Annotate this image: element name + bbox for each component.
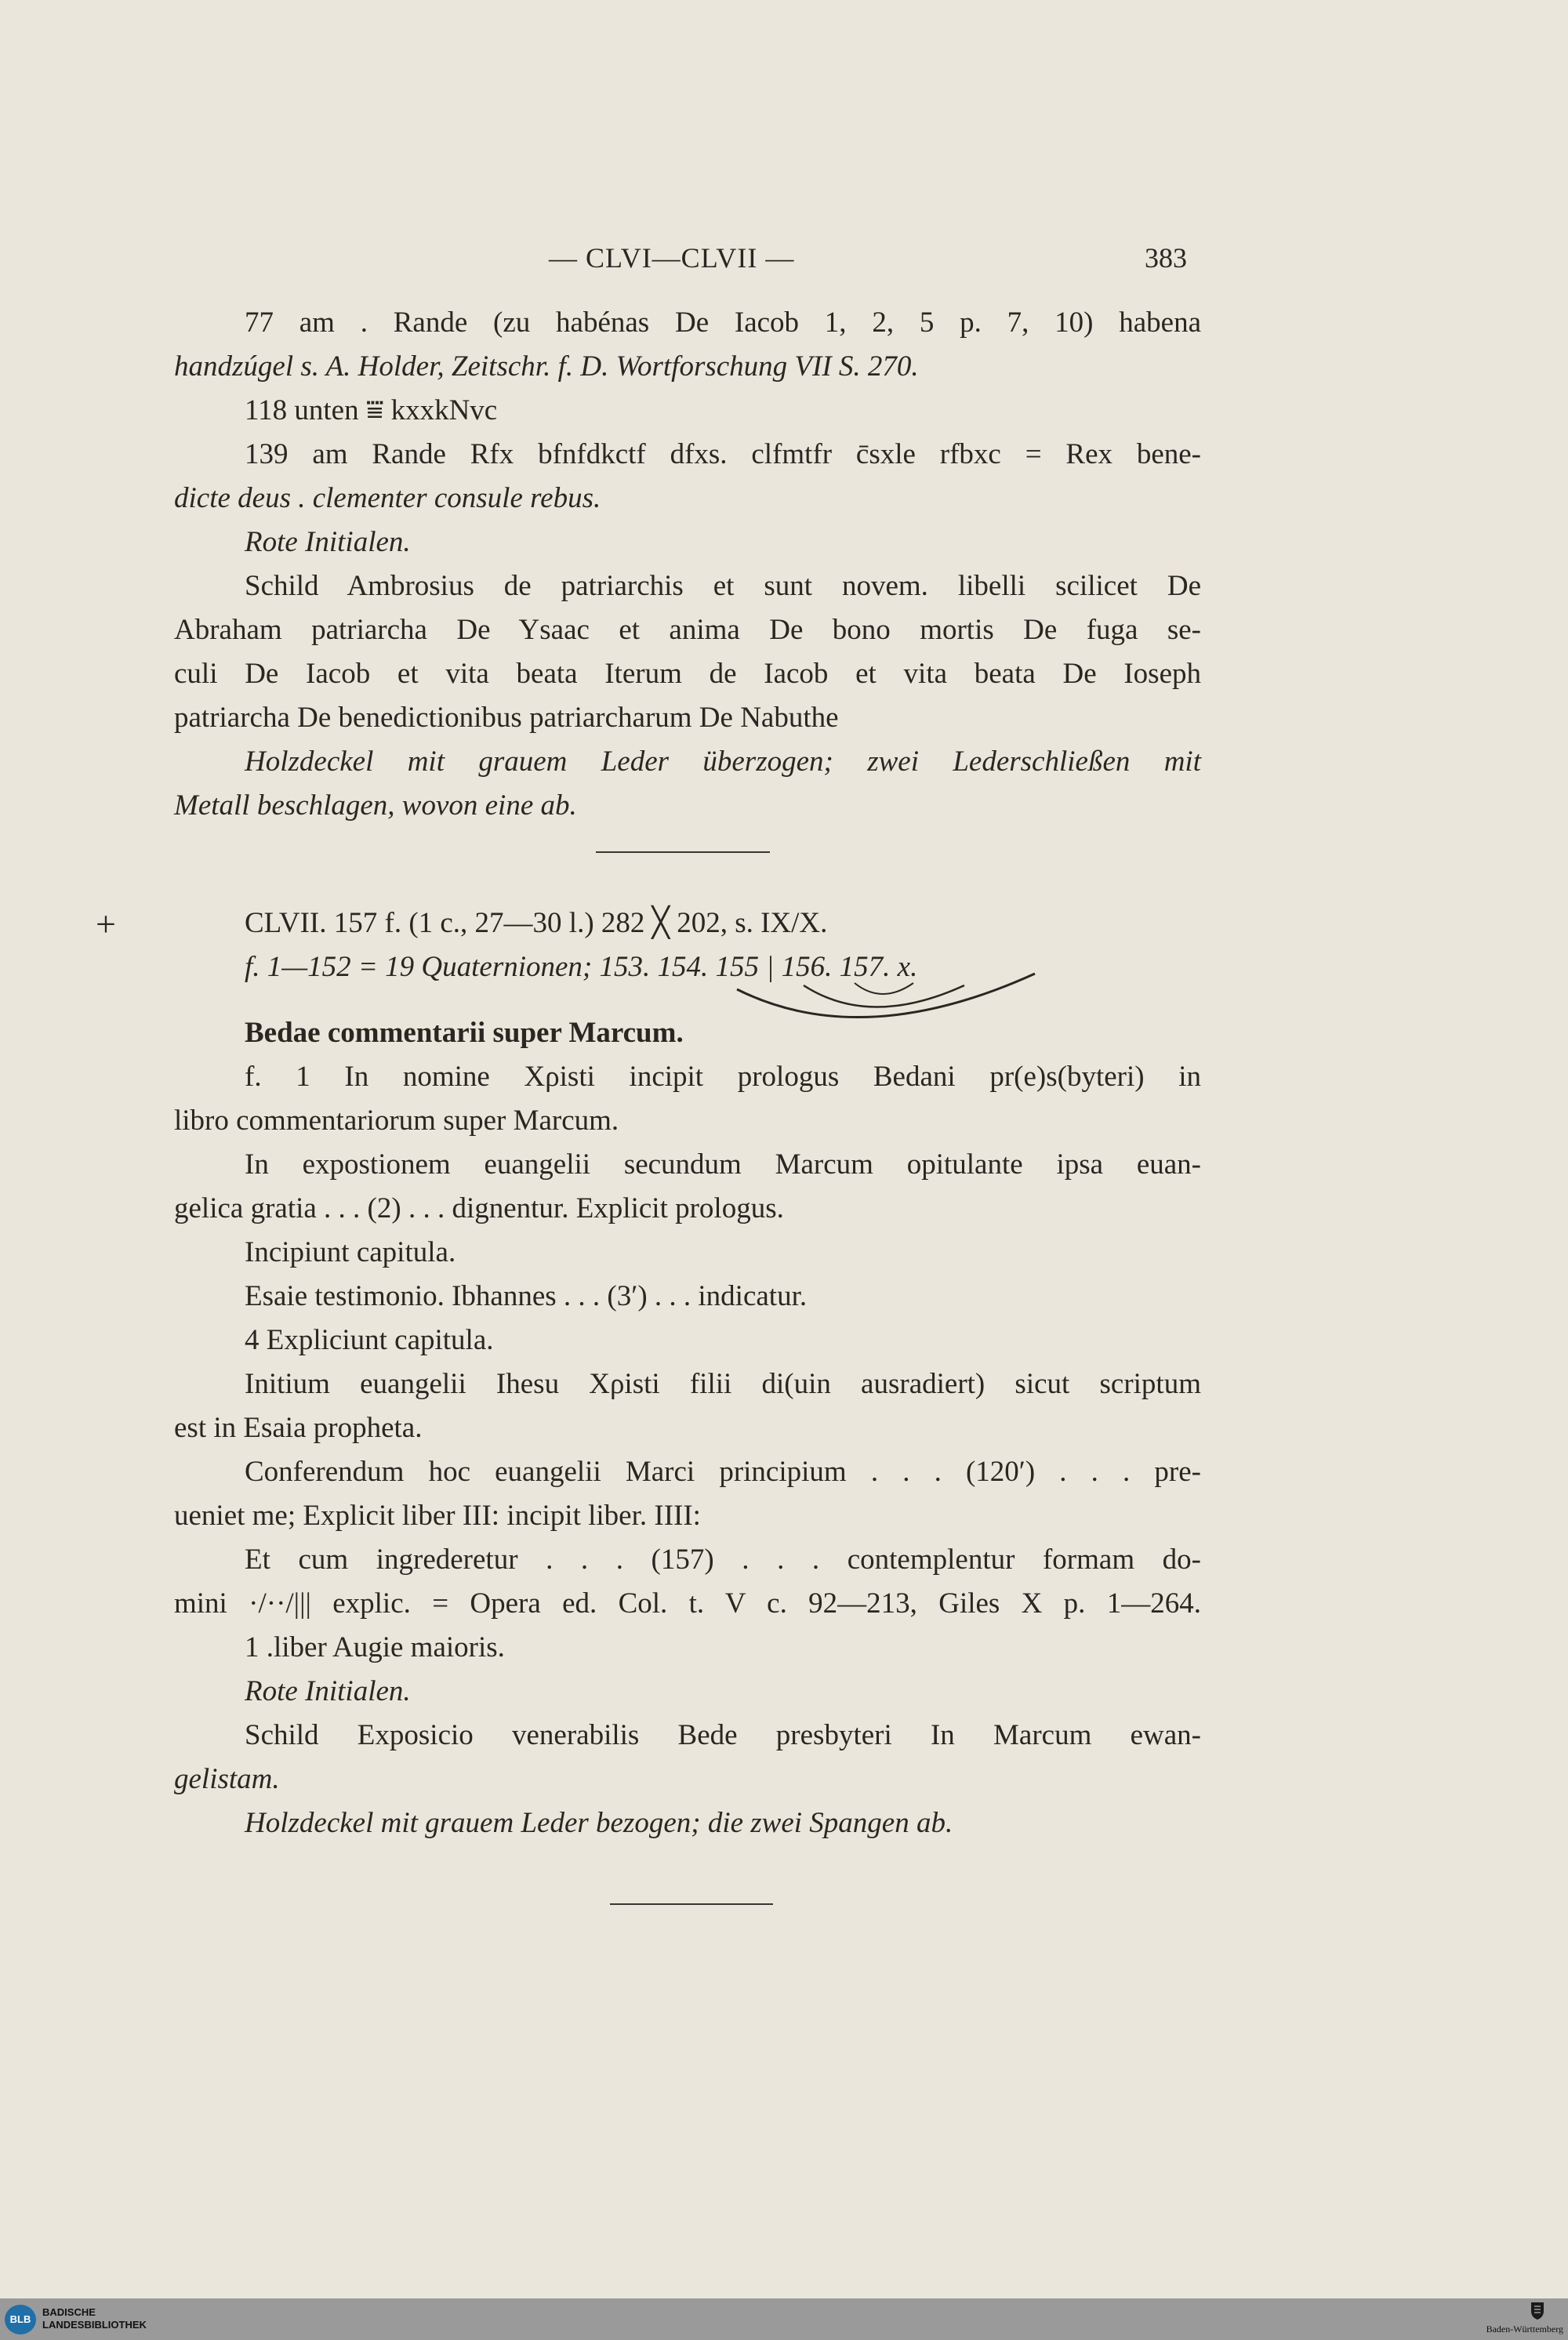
text-line: Rote Initialen.	[245, 526, 411, 558]
text-line: Conferendum hoc euangelii Marci principium . . . (120′) . . . pre-	[245, 1456, 1201, 1488]
text-line: libro commentariorum super Marcum.	[174, 1105, 619, 1137]
blb-logo: BLB	[5, 2305, 36, 2335]
text-line: Esaie testimonio. Ibhannes . . . (3′) . . . indicatur.	[245, 1280, 808, 1312]
state-label: Baden-Württemberg	[1486, 2324, 1563, 2335]
section-divider	[610, 1903, 773, 1905]
text-line: Metall beschlagen, wovon eine ab.	[174, 789, 577, 822]
text-line: 139 am Rande Rfx bfnfdkctf dfxs. clfmtfr c̄sxle rfbxc = Rex bene-	[245, 438, 1201, 470]
text-line: gelica gratia . . . (2) . . . dignentur. Explicit prologus.	[174, 1192, 784, 1224]
text-line: Rote Initialen.	[245, 1675, 411, 1707]
coat-of-arms-icon	[1527, 2300, 1548, 2320]
quire-binding-arcs	[729, 966, 1058, 1036]
library-name: BADISCHE LANDESBIBLIOTHEK	[42, 2306, 147, 2331]
text-line: 4 Expliciunt capitula.	[245, 1324, 494, 1356]
text-line: handzúgel s. A. Holder, Zeitschr. f. D. Wortforschung VII S. 270.	[174, 350, 919, 383]
text-line: Abraham patriarcha De Ysaac et anima De bono mortis De fuga se-	[174, 614, 1201, 646]
text-line: Incipiunt capitula.	[245, 1236, 456, 1268]
margin-plus-mark: +	[96, 904, 116, 944]
quire-formula: f. 1—152 = 19 Quaternionen; 153. 154. 155 | 156. 157. x.	[245, 951, 918, 983]
text-line: ueniet me; Explicit liber III: incipit liber. IIII:	[174, 1500, 701, 1532]
text-line: Schild Exposicio venerabilis Bede presbyteri In Marcum ewan-	[245, 1719, 1201, 1751]
text-line: Holzdeckel mit grauem Leder bezogen; die zwei Spangen ab.	[245, 1807, 953, 1839]
text-line: f. 1 In nomine Xρisti incipit prologus Bedani pr(e)s(byteri) in	[245, 1061, 1201, 1093]
text-line: Initium euangelii Ihesu Xρisti filii di(uin ausradiert) sicut scriptum	[245, 1368, 1201, 1400]
section-divider	[596, 851, 770, 853]
page-number: 383	[1145, 242, 1187, 274]
text-line: In expostionem euangelii secundum Marcum opitulante ipsa euan-	[245, 1148, 1201, 1181]
library-footer-bar	[0, 2298, 1568, 2340]
entry-heading: CLVII. 157 f. (1 c., 27—30 l.) 282 ╳ 202, s. IX/X.	[245, 907, 828, 939]
text-line: mini ·/··/||| explic. = Opera ed. Col. t. V c. 92—213, Giles X p. 1—264.	[174, 1587, 1201, 1620]
text-line: Et cum ingrederetur . . . (157) . . . contemplentur formam do-	[245, 1544, 1201, 1576]
text-line: Holzdeckel mit grauem Leder überzogen; zwei Lederschließen mit	[245, 746, 1201, 778]
text-line: culi De Iacob et vita beata Iterum de Iacob et vita beata De Ioseph	[174, 658, 1201, 690]
text-line: est in Esaia propheta.	[174, 1412, 423, 1444]
text-line: dicte deus . clementer consule rebus.	[174, 482, 601, 514]
work-title: Bedae commentarii super Marcum.	[245, 1017, 684, 1049]
text-line: patriarcha De benedictionibus patriarcharum De Nabuthe	[174, 702, 839, 734]
entry-clvi-notes	[174, 301, 1201, 828]
text-line: 1 .liber Augie maioris.	[245, 1631, 505, 1663]
text-line: gelistam.	[174, 1763, 280, 1795]
entry-clvii	[174, 902, 1201, 1845]
running-title: — CLVI—CLVII —	[549, 242, 795, 274]
text-line: 77 am . Rande (zu habénas De Iacob 1, 2, 5 p. 7, 10) habena	[245, 307, 1201, 339]
text-line: 118 unten ⩸ kxxkNvc	[245, 394, 498, 426]
text-line: Schild Ambrosius de patriarchis et sunt novem. libelli scilicet De	[245, 570, 1201, 602]
